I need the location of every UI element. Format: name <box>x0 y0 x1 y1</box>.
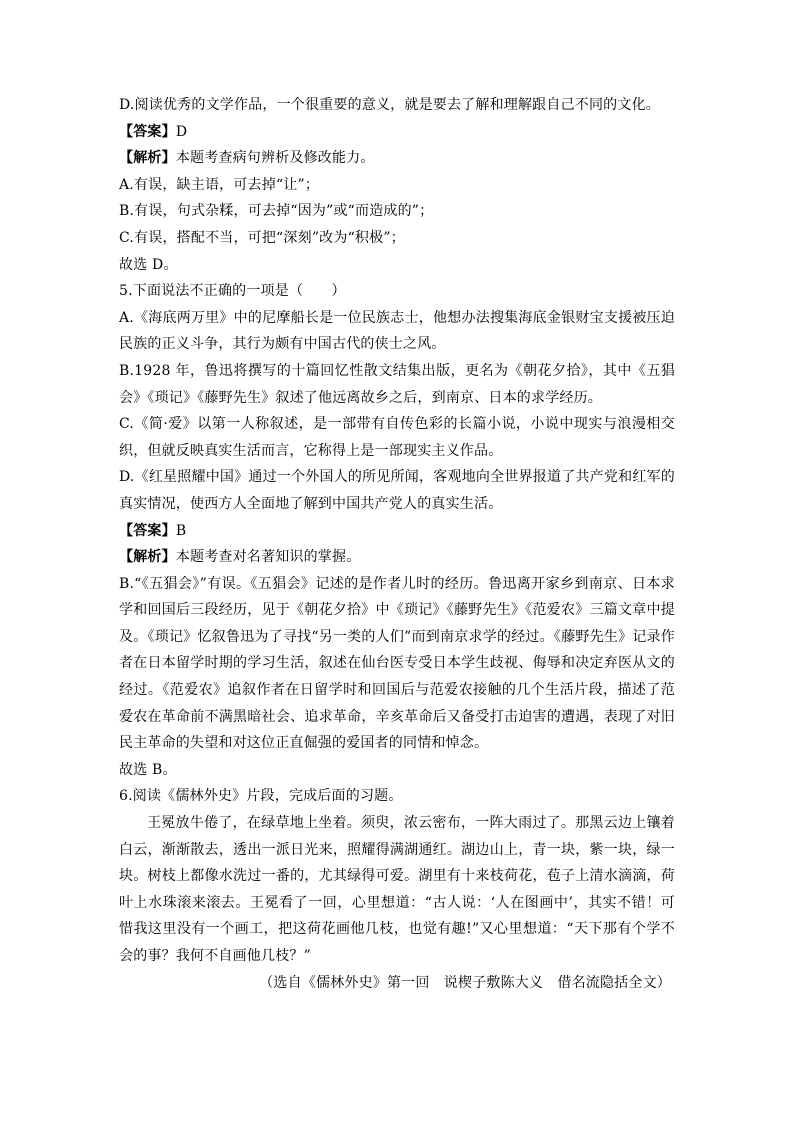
q5-analysis-b: B.“《五猖会》”有误。《五猖会》记述的是作者儿时的经历。鲁迅离开家乡到南京、日本求学和回国后三段经历，见于《朝花夕拾》中《琐记》《藤野先生》《范爱农》三篇文章中提及。《琐记》忆叙鲁迅为了寻找“另一类的人们”而到南京求学的经过。《藤野先生》记录作者在日本留学时期的学习生活，叙述在仙台医专受日本学生歧视、侮辱和决定弃医从文的经过。《范爱农》追叙作者在日留学时和回国后与范爱农接触的几个生活片段，描述了范爱农在革命前不满黑暗社会、追求革命，辛亥革命后又备受打击迫害的遭遇，表现了对旧民主革命的失望和对这位正直倔强的爱国者的同情和悼念。 <box>119 575 675 752</box>
q5-conclusion: 故选 B。 <box>119 761 177 778</box>
analysis-label: 【解析】 <box>119 150 176 167</box>
analysis-label: 【解析】 <box>119 549 176 566</box>
analysis-text: 本题考查对名著知识的掌握。 <box>175 549 361 566</box>
answer-value: B <box>175 522 187 539</box>
analysis-text: 本题考查病句辨析及修改能力。 <box>175 150 375 167</box>
q6-source: （选自《儒林外史》第一回 说楔子敷陈大义 借名流隐括全文） <box>259 974 671 991</box>
q4-analysis-b: B.有误，句式杂糅，可去掉“因为”或“而造成的”； <box>119 203 434 220</box>
document-page <box>119 92 675 996</box>
q5-option-d: D.《红星照耀中国》通过一个外国人的所见所闻，客观地向全世界报道了共产党和红军的真实情况，使西方人全面地了解到中国共产党人的真实生活。 <box>119 469 675 512</box>
q5-answer <box>119 518 675 545</box>
q6-passage: 王冕放牛倦了，在绿草地上坐着。须臾，浓云密布，一阵大雨过了。那黑云边上镶着白云，渐渐散去，透出一派日光来，照耀得满湖通红。湖边山上，青一块，紫一块，绿一块。树枝上都像水洗过一番的，尤其绿得可爱。湖里有十来枝荷花，苞子上清水滴滴，荷叶上水珠滚来滚去。王冕看了一回，心里想道：“古人说：‘人在图画中’，其实不错！可惜我这里没有一个画工，把这荷花画他几枝，也觉有趣!”又心里想道：“天下那有个学不会的事？我何不自画他几枝？” <box>119 815 675 964</box>
q5-analysis <box>119 544 675 571</box>
q5-option-b: B.1928 年，鲁迅将撰写的十篇回忆性散文结集出版，更名为《朝花夕拾》，其中《五猖会》《琐记》《藤野先生》叙述了他远离故乡之后，到南京、日本的求学经历。 <box>119 362 675 406</box>
q4-analysis <box>119 145 675 172</box>
q4-answer <box>119 119 675 146</box>
q4-analysis-a: A.有误，缺主语，可去掉“让”； <box>119 176 320 193</box>
q4-analysis-c: C.有误，搭配不当，可把“深刻”改为“积极”； <box>119 229 405 246</box>
q4-conclusion: 故选 D。 <box>119 256 178 273</box>
answer-value: D <box>175 123 188 140</box>
answer-label: 【答案】 <box>119 522 176 539</box>
q5-stem: 5.下面说法不正确的一项是（ ） <box>119 283 346 300</box>
q5-option-a: A.《海底两万里》中的尼摩船长是一位民族志士，他想办法搜集海底金银财宝支援被压迫民族的正义斗争，其行为颇有中国古代的侠士之风。 <box>119 309 675 353</box>
q5-option-c: C.《简·爱》以第一人称叙述，是一部带有自传色彩的长篇小说，小说中现实与浪漫相交织，但就反映真实生活而言，它称得上是一部现实主义作品。 <box>119 416 675 459</box>
answer-label: 【答案】 <box>119 123 176 140</box>
q6-stem: 6.阅读《儒林外史》片段，完成后面的习题。 <box>119 788 403 805</box>
q4-option-d: D.阅读优秀的文学作品，一个很重要的意义，就是要去了解和理解跟自己不同的文化。 <box>119 97 660 113</box>
